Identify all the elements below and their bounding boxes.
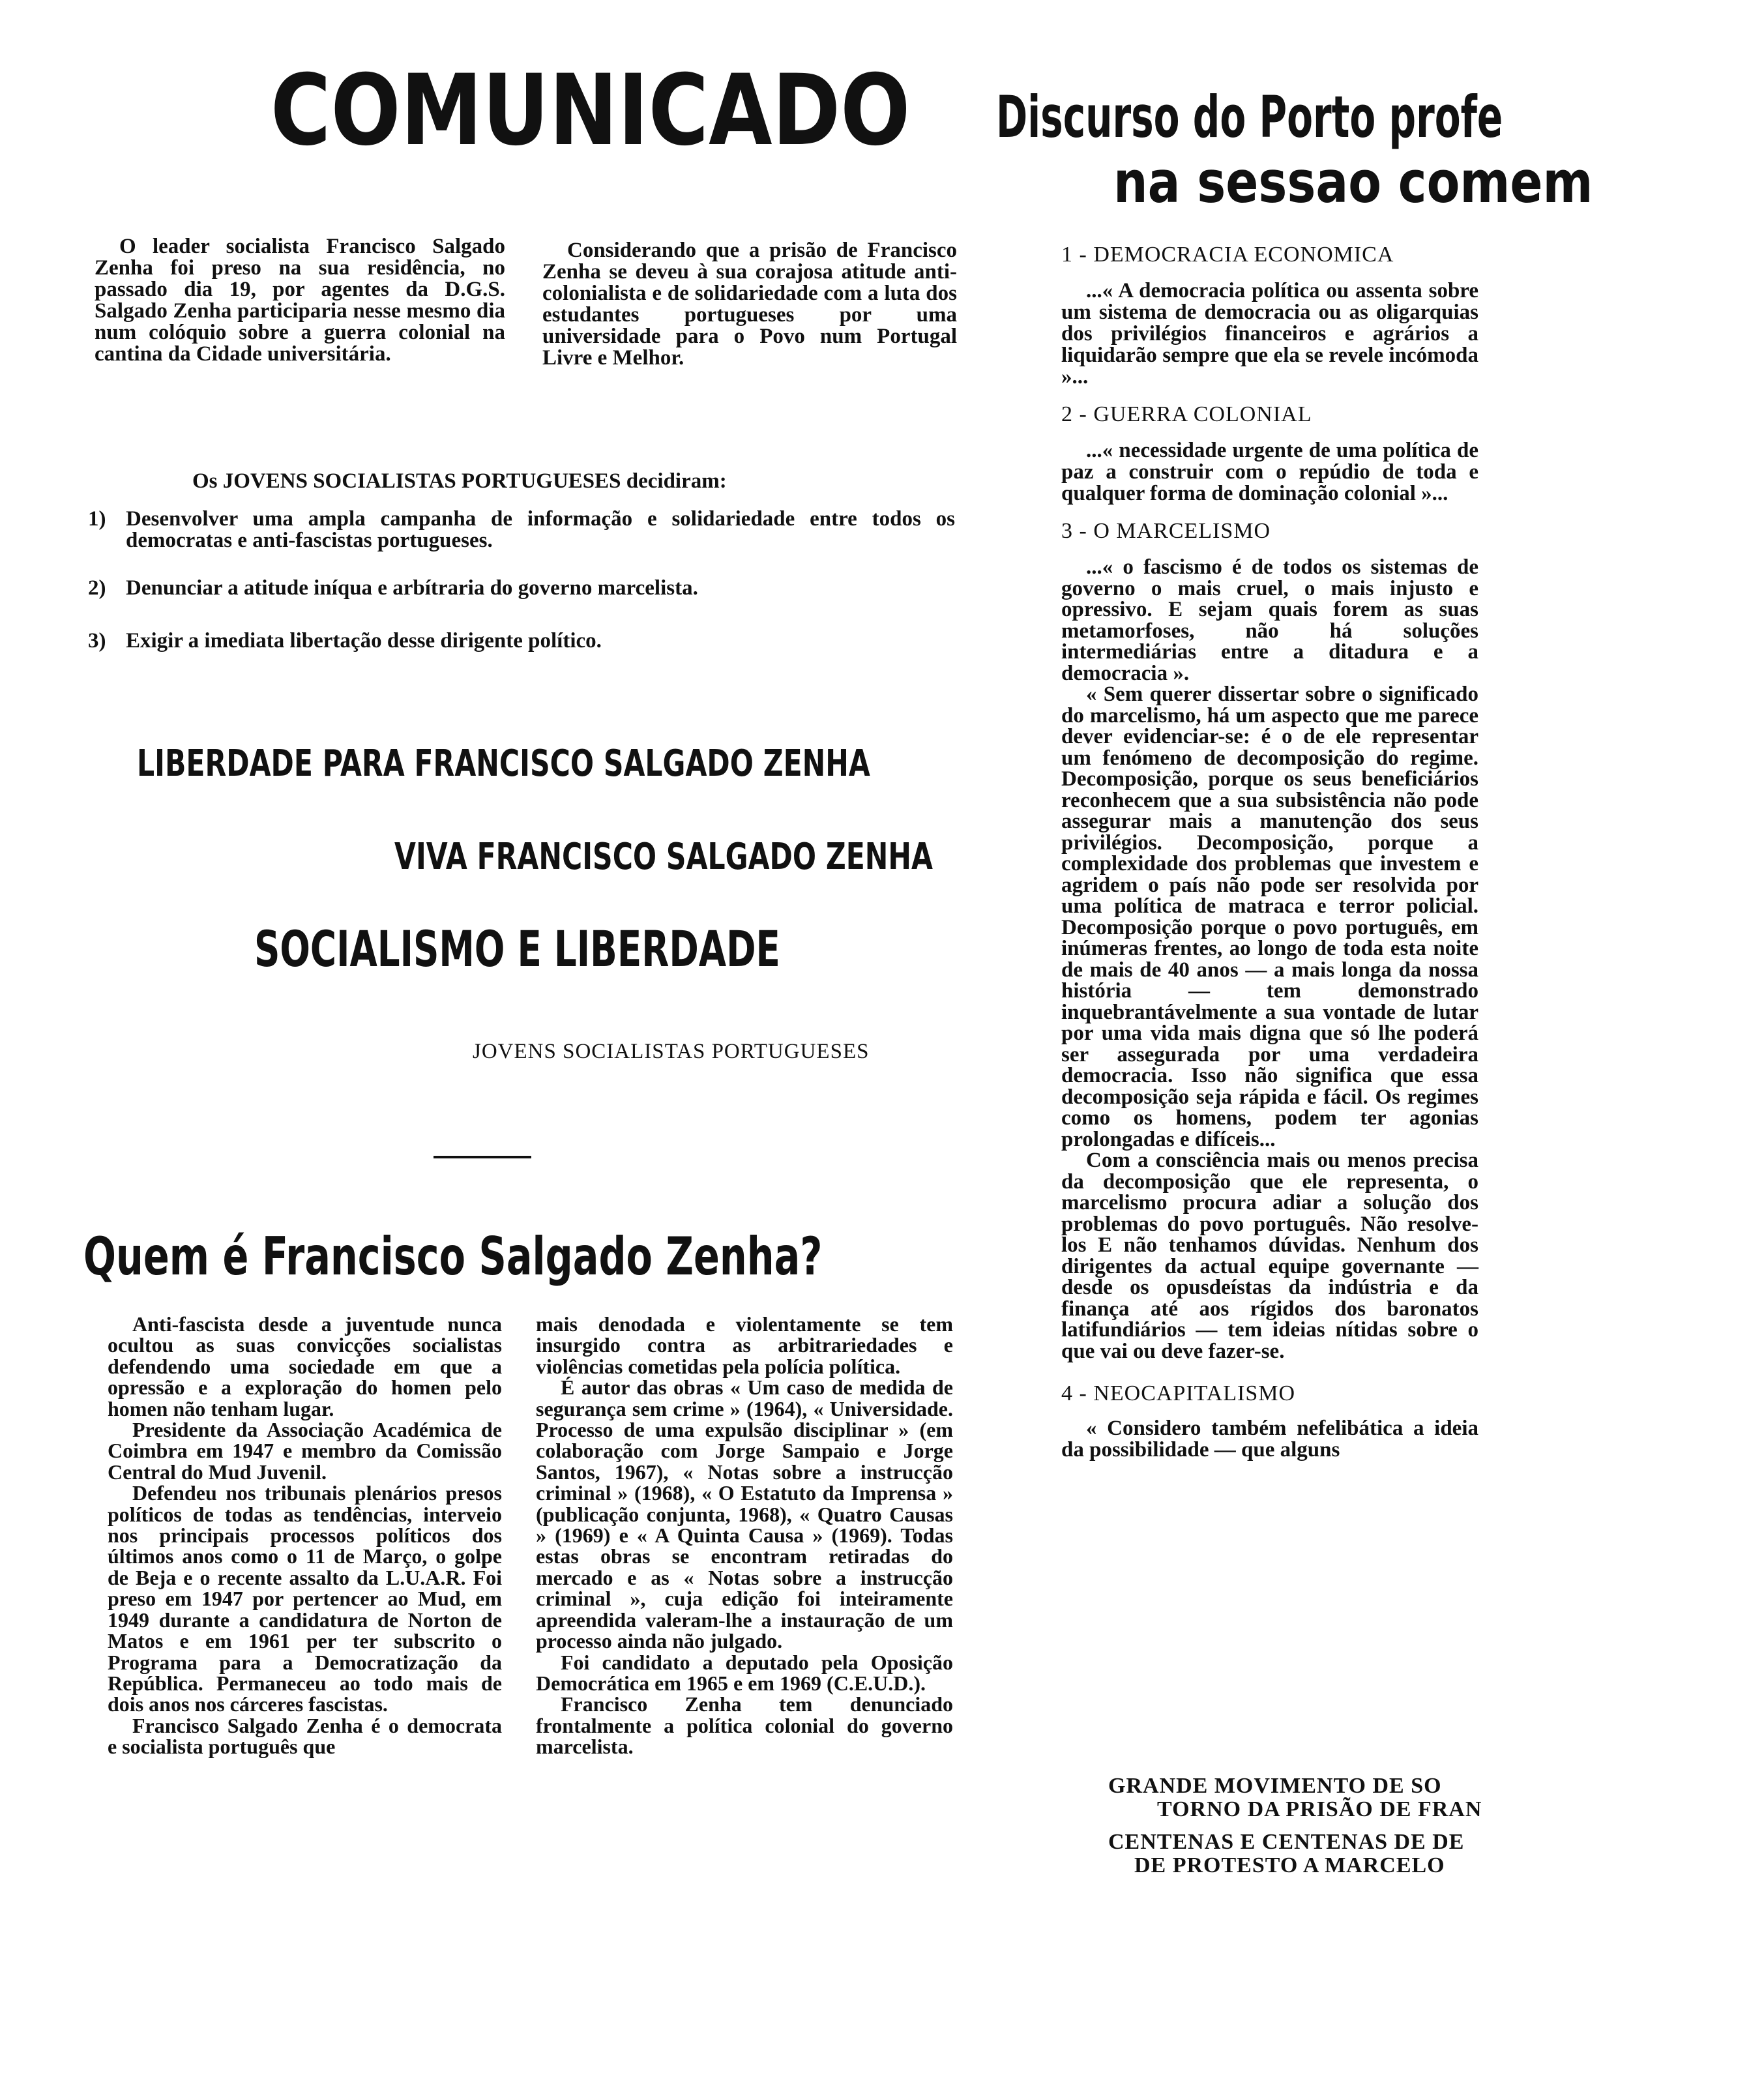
section-paragraph: ...« necessidade urgente de uma política de paz a construir com o repúdio de toda e qualquer forma de dominação colonial »...	[1061, 439, 1478, 505]
footer-headline-2	[1108, 1830, 1523, 1877]
decision-number: 1)	[88, 507, 106, 531]
bio-paragraph: Defendeu nos tribunais plenários presos políticos de todas as tendências, interveio nos principais processos políticos dos últimos anos como o 11 de Março, o golpe de Beja e o recente assalto da L.U.A.R. Foi preso em 1947 por pertencer ao Mud, em 1949 durante a candidatura de Norton de Matos e em 1961 per ter subscrito o Programa para a Democratização da República. Permaneceu ao todo mais de dois anos nos cárceres fascistas.	[108, 1481, 502, 1716]
divider	[434, 1156, 531, 1158]
section-heading: 2 - GUERRA COLONIAL	[1061, 402, 1312, 426]
section-paragraph: « Considero também nefelibática a ideia da possibilidade — que alguns	[1061, 1417, 1478, 1462]
section-paragraph: « Sem querer dissertar sobre o significado do marcelismo, há um aspecto que me parece dever evidenciar-se: é o de ele representar um fenómeno de decomposição do regime. Decomposição, porque os seus beneficiários reconhecem que a sua subsistência não pode assegurar mais a manutenção dos seus privilégios. Decomposição, porque a complexidade dos problemas que investem e agridem o país não pode ser resolvida por uma política de matraca e terror policial. Decomposição porque o povo português, em inúmeras frentes, ao longo de toda esta noite de mais de 40 anos — a mais longa da nossa história — tem demonstrado inquebrantávelmente a sua vontade de lutar por uma vida mais digna que só lhe poderá ser assegurada por uma verdadeira democracia. Isso não significa que essa decomposição seja rápida e fácil. Os regimes como os homens, podem ter agonias prolongadas e difíceis...	[1061, 683, 1478, 1151]
decision-list	[88, 508, 955, 652]
bio-paragraph: Francisco Zenha tem denunciado frontalmente a política colonial do governo marcelista.	[536, 1692, 953, 1759]
decision-text: Desenvolver uma ampla campanha de informação e solidariedade entre todos os democratas e anti-fascistas portugueses.	[126, 507, 955, 552]
comunicado-intro-col1: O leader socialista Francisco Salgado Zenha foi preso na sua residência, no passado dia 19, por agentes da D.G.S. Salgado Zenha participaria nesse mesmo dia num colóquio sobre a guerra colonial na cantina da Cidade universitária.	[95, 235, 505, 366]
bio-paragraph: Foi candidato a deputado pela Oposição Democrática em 1965 e em 1969 (C.E.U.D.).	[536, 1650, 953, 1695]
bio-col1	[108, 1314, 502, 1757]
decision-item	[88, 578, 955, 599]
bio-paragraph: Presidente da Associação Académica de Coimbra em 1947 e membro da Comissão Central do Mud Juvenil.	[108, 1418, 502, 1484]
slogan-liberdade: LIBERDADE PARA FRANCISCO SALGADO ZENHA	[137, 742, 870, 785]
bio-title: Quem é Francisco Salgado Zenha?	[83, 1226, 823, 1287]
bio-col2	[536, 1314, 953, 1757]
section-paragraph: ...« A democracia política ou assenta sobre um sistema de democracia ou as oligarquias dos privilégios financeiros e agrários a liquidarão sempre que ela se revele incómoda »...	[1061, 279, 1478, 389]
section-heading: 1 - DEMOCRACIA ECONOMICA	[1061, 243, 1394, 267]
decision-text: Exigir a imediata libertação desse dirigente político.	[126, 629, 602, 653]
discurso-column	[1061, 243, 1478, 1461]
bio-paragraph: mais denodada e violentamente se tem insurgido contra as arbitrariedades e violências cometidas pela polícia política.	[536, 1312, 953, 1378]
decision-item	[88, 508, 955, 551]
section-paragraph: Com a consciência mais ou menos precisa da decomposição que ele representa, o marcelismo procura adiar a solução dos problemas do povo português. Não resolve-los E não tenhamos dúvidas. Nenhum dos dirigentes da actual equipe governante — desde os opusdeístas da indústria e da finança até aos rígidos dos baronatos latifundiários — tem ideias nítidas sobre o que vai ou deve fazer-se.	[1061, 1149, 1478, 1363]
section-heading: 4 - NEOCAPITALISMO	[1061, 1381, 1296, 1405]
footer-line: CENTENAS E CENTENAS DE DE	[1108, 1830, 1465, 1854]
decision-number: 3)	[88, 629, 106, 653]
discurso-title-line1: Discurso do Porto profe	[996, 83, 1503, 151]
footer-headline-1	[1108, 1774, 1523, 1821]
footer-line: TORNO DA PRISÃO DE FRAN	[1157, 1797, 1482, 1821]
decision-lead: Os JOVENS SOCIALISTAS PORTUGUESES decidiram:	[192, 469, 727, 493]
slogan-viva: VIVA FRANCISCO SALGADO ZENHA	[394, 836, 933, 878]
discurso-title-line2: na sessao comem	[1113, 149, 1593, 216]
bio-paragraph: É autor das obras « Um caso de medida de segurança sem crime » (1964), « Universidade. Processo de uma expulsão disciplinar » (em colaboração com Jorge Sampaio e Jorge Santos, 1967), « Notas sobre a instrucção criminal » (1968), « O Estatuto da Imprensa » (publicação conjunta, 1968), « Quatro Causas » (1969) e « A Quinta Causa » (1969). Todas estas obras se encontram retiradas do mercado e as « Notas sobre a instrucção criminal », cuja edição foi inteiramente apreendida valeram-lhe a instauração de um processo ainda não julgado.	[536, 1375, 953, 1653]
comunicado-intro-col2: Considerando que a prisão de Francisco Zenha se deveu à sua corajosa atitude anti-colonialista e de solidariedade com a luta dos estudantes portugueses por uma universidade para o Povo num Portugal Livre e Melhor.	[542, 239, 957, 370]
section-heading: 3 - O MARCELISMO	[1061, 519, 1271, 543]
decision-item	[88, 630, 955, 652]
footer-line: GRANDE MOVIMENTO DE SO	[1108, 1774, 1442, 1798]
bio-paragraph: Francisco Salgado Zenha é o democrata e socialista português que	[108, 1713, 502, 1759]
bio-paragraph: Anti-fascista desde a juventude nunca ocultou as suas convicções socialistas defendendo uma sociedade em que a opressão e a exploração do homen pelo homen não tenham lugar.	[108, 1312, 502, 1420]
decision-text: Denunciar a atitude iníqua e arbítraria do governo marcelista.	[126, 576, 698, 600]
decision-number: 2)	[88, 576, 106, 600]
footer-line: DE PROTESTO A MARCELO	[1134, 1853, 1445, 1877]
slogan-socialismo: SOCIALISMO E LIBERDADE	[254, 920, 780, 978]
signature: JOVENS SOCIALISTAS PORTUGUESES	[473, 1040, 870, 1063]
comunicado-title: COMUNICADO	[271, 54, 911, 168]
section-paragraph: ...« o fascismo é de todos os sistemas de governo o mais cruel, o mais injusto e opressivo. E sejam quais forem as suas metamorfoses, não há soluções intermediárias entre a ditadura e a democracia ».	[1061, 555, 1478, 685]
